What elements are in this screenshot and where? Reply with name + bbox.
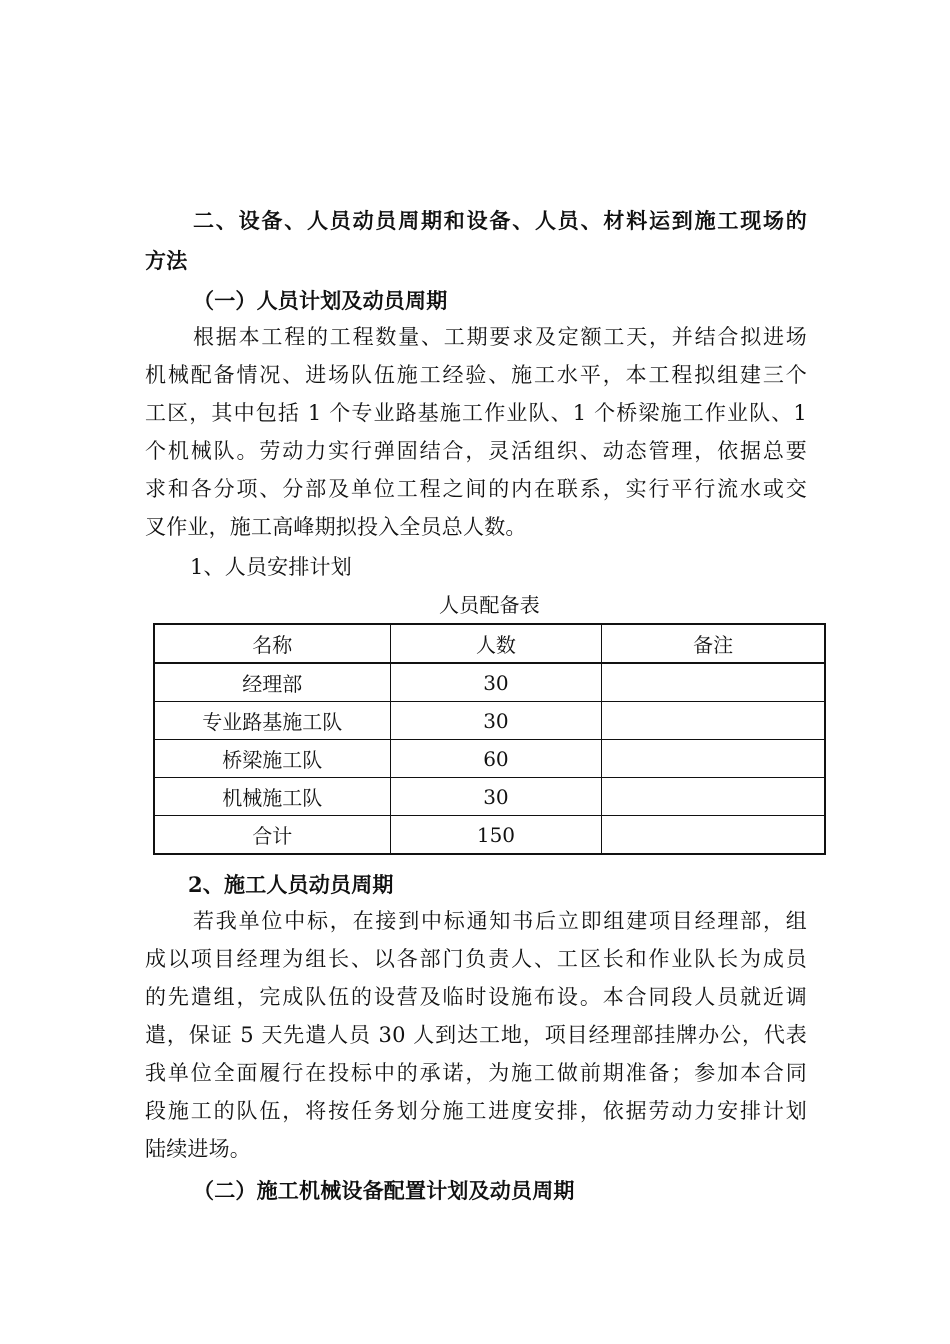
cell-note bbox=[602, 663, 825, 702]
subsection-2-paragraph-line-6: 段施工的队伍，将按任务划分施工进度安排，依据劳动力安排计划 bbox=[145, 1099, 807, 1123]
section-1-paragraph-line-6: 叉作业，施工高峰期拟投入全员总人数。 bbox=[145, 515, 527, 539]
cell-note bbox=[602, 702, 825, 740]
subsection-2-paragraph-line-3: 的先遣组，完成队伍的设营及临时设施布设。本合同段人员就近调 bbox=[145, 985, 807, 1009]
header-count: 人数 bbox=[390, 624, 602, 663]
subsection-2-paragraph-line-4: 遣，保证 5 天先遣人员 30 人到达工地，项目经理部挂牌办公，代表 bbox=[145, 1023, 807, 1047]
section-1-paragraph-line-4: 个机械队。劳动力实行弹固结合，灵活组织、动态管理，依据总要 bbox=[145, 439, 807, 463]
subsection-2-paragraph-line-1: 若我单位中标，在接到中标通知书后立即组建项目经理部，组 bbox=[193, 909, 807, 933]
subsection-2-paragraph-line-5: 我单位全面履行在投标中的承诺，为施工做前期准备；参加本合同 bbox=[145, 1061, 807, 1085]
cell-count: 30 bbox=[390, 778, 602, 816]
cell-count: 30 bbox=[390, 663, 602, 702]
subsection-2-paragraph-line-7: 陆续进场。 bbox=[145, 1137, 251, 1161]
table-row bbox=[154, 778, 825, 816]
cell-count: 30 bbox=[390, 702, 602, 740]
cell-name: 专业路基施工队 bbox=[154, 702, 390, 740]
subsection-1-title: 1、人员安排计划 bbox=[190, 555, 352, 579]
section-1-title: （一）人员计划及动员周期 bbox=[193, 288, 448, 313]
section-1-paragraph-line-1: 根据本工程的工程数量、工期要求及定额工天，并结合拟进场 bbox=[193, 325, 807, 349]
subsection-2-paragraph-line-2: 成以项目经理为组长、以各部门负责人、工区长和作业队长为成员 bbox=[145, 947, 807, 971]
cell-name: 经理部 bbox=[154, 663, 390, 702]
cell-count: 60 bbox=[390, 740, 602, 778]
table-caption: 人员配备表 bbox=[439, 593, 540, 617]
header-note: 备注 bbox=[602, 624, 825, 663]
section-2-title: （二）施工机械设备配置计划及动员周期 bbox=[193, 1178, 575, 1203]
section-1-paragraph-line-3: 工区，其中包括 1 个专业路基施工作业队、1 个桥梁施工作业队、1 bbox=[145, 401, 807, 425]
cell-count: 150 bbox=[390, 816, 602, 855]
cell-name: 合计 bbox=[154, 816, 390, 855]
table-header-row bbox=[154, 624, 825, 663]
cell-note bbox=[602, 740, 825, 778]
staffing-table bbox=[153, 623, 826, 855]
table-row bbox=[154, 702, 825, 740]
cell-note bbox=[602, 816, 825, 855]
section-1-paragraph-line-5: 求和各分项、分部及单位工程之间的内在联系，实行平行流水或交 bbox=[145, 477, 807, 501]
table-row-total bbox=[154, 816, 825, 855]
section-1-paragraph-line-2: 机械配备情况、进场队伍施工经验、施工水平，本工程拟组建三个 bbox=[145, 363, 807, 387]
table-row bbox=[154, 740, 825, 778]
cell-name: 机械施工队 bbox=[154, 778, 390, 816]
subsection-2-title: 2、施工人员动员周期 bbox=[188, 872, 394, 897]
main-heading-line-1: 二、设备、人员动员周期和设备、人员、材料运到施工现场的 bbox=[193, 208, 807, 233]
cell-note bbox=[602, 778, 825, 816]
cell-name: 桥梁施工队 bbox=[154, 740, 390, 778]
header-name: 名称 bbox=[154, 624, 390, 663]
main-heading-line-2: 方法 bbox=[145, 248, 188, 273]
table-row bbox=[154, 663, 825, 702]
